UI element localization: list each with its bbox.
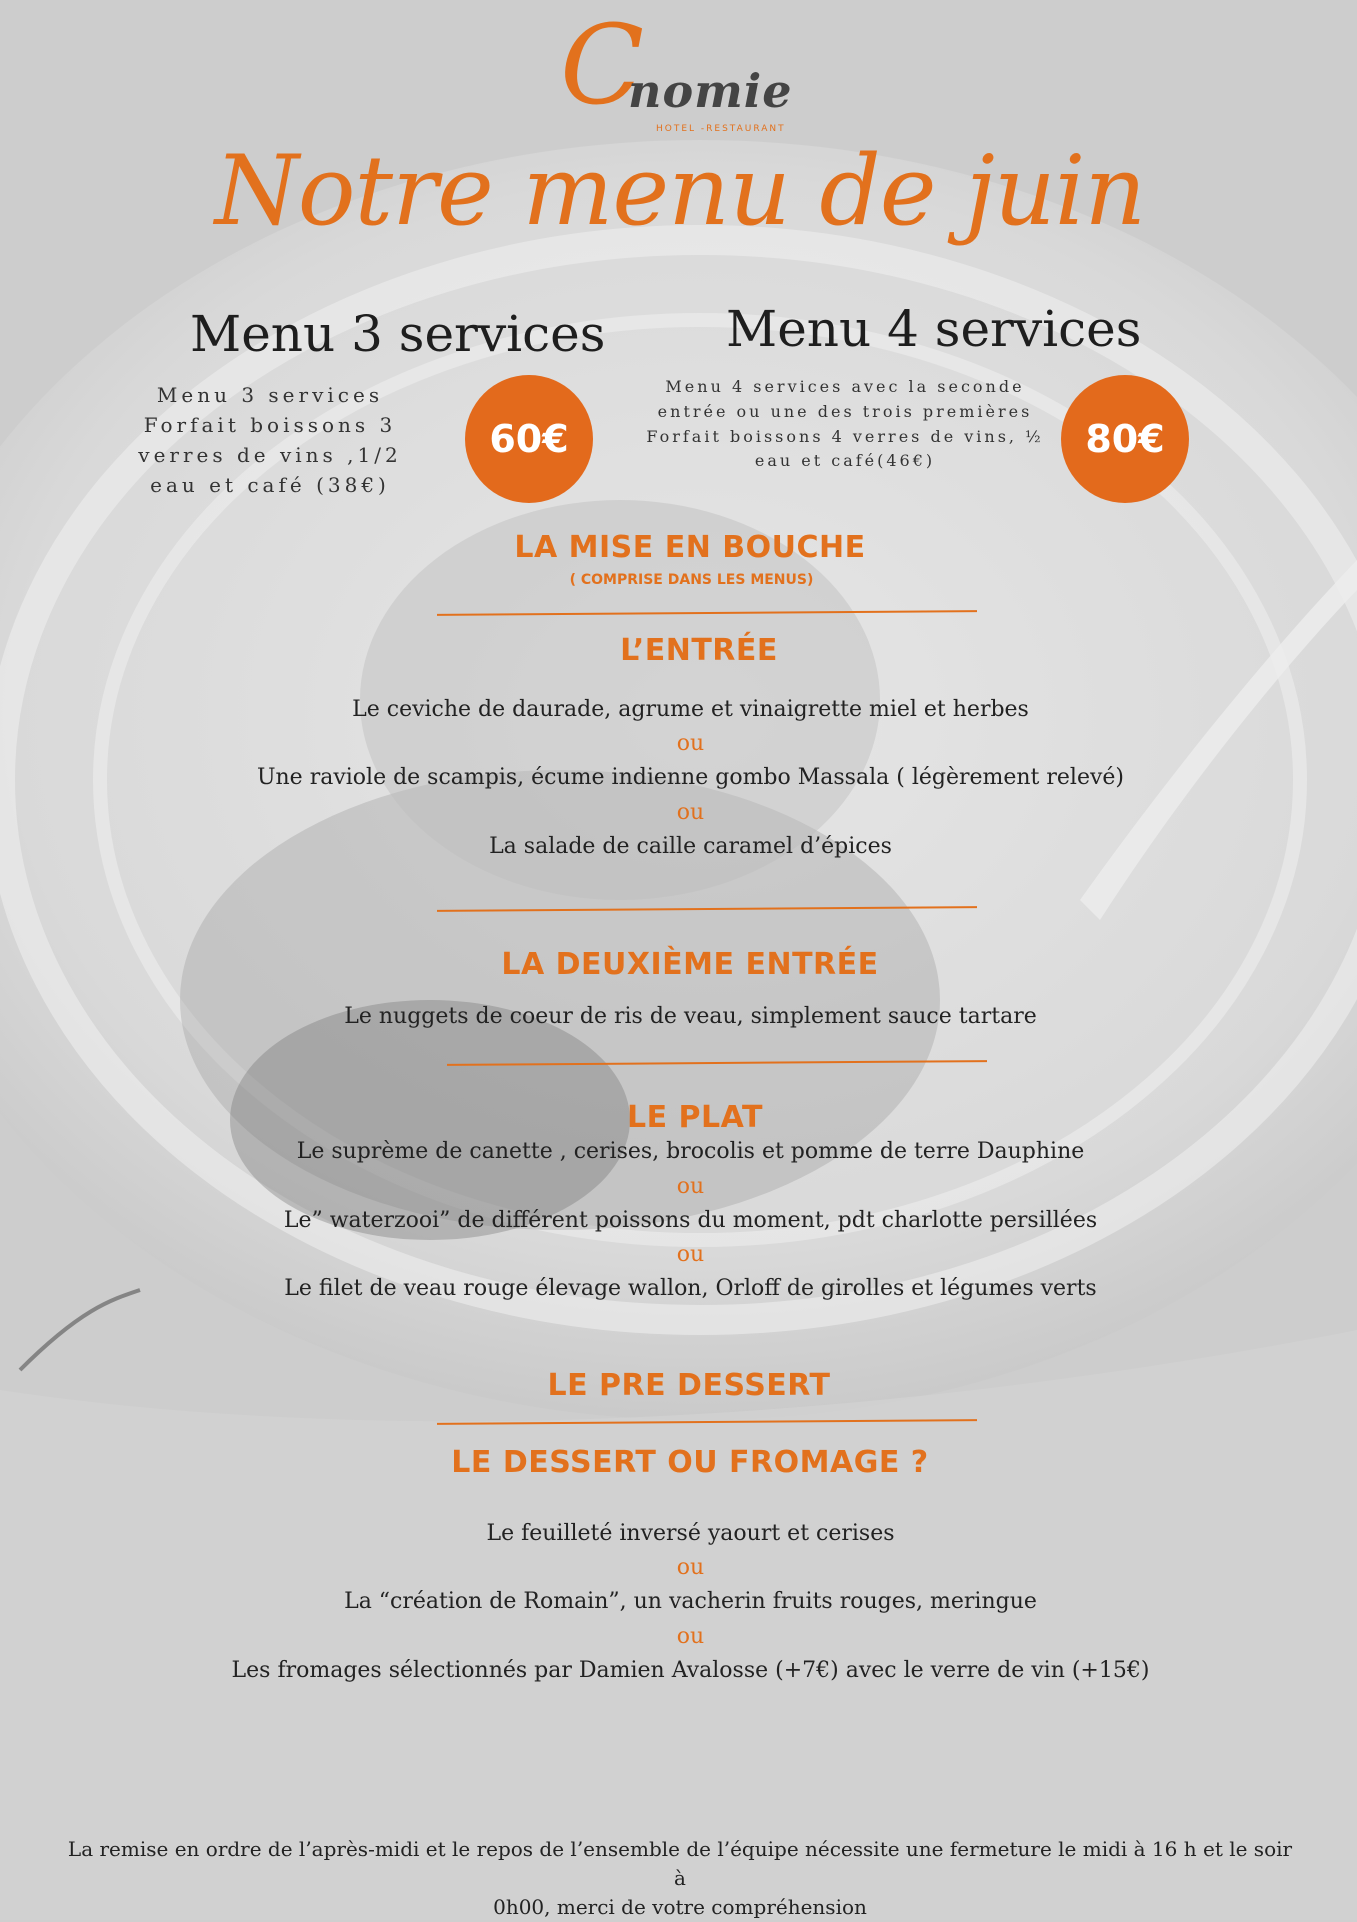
section-title-mise-en-bouche: LA MISE EN BOUCHE	[514, 530, 866, 565]
section-title-plat: LE PLAT	[626, 1100, 763, 1135]
dish-item: Le filet de veau rouge élevage wallon, Orloff de girolles et légumes verts	[284, 1276, 1097, 1301]
section-subtitle-mise-en-bouche: ( COMPRISE DANS LES MENUS)	[569, 572, 814, 588]
dish-item: Le suprème de canette , cerises, brocolis et pomme de terre Dauphine	[296, 1139, 1085, 1164]
menu-3-desc-line: Forfait boissons 3	[143, 413, 397, 437]
section-title-dessert: LE DESSERT OU FROMAGE ?	[451, 1445, 929, 1480]
menu-4-desc-line: eau et café(46€)	[754, 451, 936, 471]
section-title-deuxieme-entree: LA DEUXIÈME ENTRÉE	[501, 947, 879, 982]
logo-letter: C	[560, 1, 645, 129]
logo-word: nomie	[628, 64, 793, 118]
separator-ou: ou	[676, 1555, 705, 1580]
dish-item: La salade de caille caramel d’épices	[489, 834, 892, 859]
menu-4-desc-line: Forfait boissons 4 verres de vins, ½	[646, 426, 1044, 446]
dish-item: Une raviole de scampis, écume indienne gombo Massala ( légèrement relevé)	[256, 765, 1125, 790]
dish-item: Le nuggets de coeur de ris de veau, simplement sauce tartare	[344, 1004, 1037, 1029]
logo	[560, 1, 800, 150]
section-title-entree: L’ENTRÉE	[620, 633, 778, 668]
dish-item: Le feuilleté inversé yaourt et cerises	[486, 1521, 895, 1546]
logo-subtitle: HOTEL -RESTAURANT	[656, 124, 786, 134]
dish-item: Le ceviche de daurade, agrume et vinaigrette miel et herbes	[352, 697, 1029, 722]
footer-line: 0h00, merci de votre compréhension	[493, 1895, 867, 1919]
menu-3-description	[130, 380, 410, 500]
dish-item: La “création de Romain”, un vacherin fruits rouges, meringue	[344, 1589, 1037, 1614]
dish-item: Les fromages sélectionnés par Damien Avalosse (+7€) avec le verre de vin (+15€)	[231, 1658, 1150, 1683]
menu-4-desc-line: Menu 4 services avec la seconde	[665, 377, 1025, 396]
separator-ou: ou	[676, 1174, 705, 1199]
menu-4-heading: Menu 4 services	[726, 300, 1142, 358]
page-title: Notre menu de juin	[214, 135, 1146, 247]
menu-4-price-badge: 80€	[1061, 375, 1189, 503]
menu-3-desc-line: eau et café (38€)	[150, 473, 390, 497]
menu-3-price-badge: 60€	[465, 375, 593, 503]
separator-ou: ou	[676, 731, 705, 756]
separator-ou: ou	[676, 800, 705, 825]
dish-item: Le” waterzooi” de différent poissons du moment, pdt charlotte persillées	[283, 1208, 1098, 1233]
menu-3-desc-line: Menu 3 services	[156, 383, 384, 407]
menu-4-desc-line: entrée ou une des trois premières	[657, 401, 1033, 421]
separator-ou: ou	[676, 1242, 705, 1267]
menu-3-desc-line: verres de vins ,1/2	[138, 443, 402, 467]
footer-line: La remise en ordre de l’après-midi et le repos de l’ensemble de l’équipe nécessite une fermeture le midi à 16 h et le soir à	[67, 1837, 1293, 1890]
section-title-pre-dessert: LE PRE DESSERT	[547, 1368, 831, 1403]
footer-note	[60, 1835, 1300, 1922]
menu-3-heading: Menu 3 services	[190, 305, 606, 363]
separator-ou: ou	[676, 1624, 705, 1649]
menu-4-description	[645, 375, 1045, 474]
